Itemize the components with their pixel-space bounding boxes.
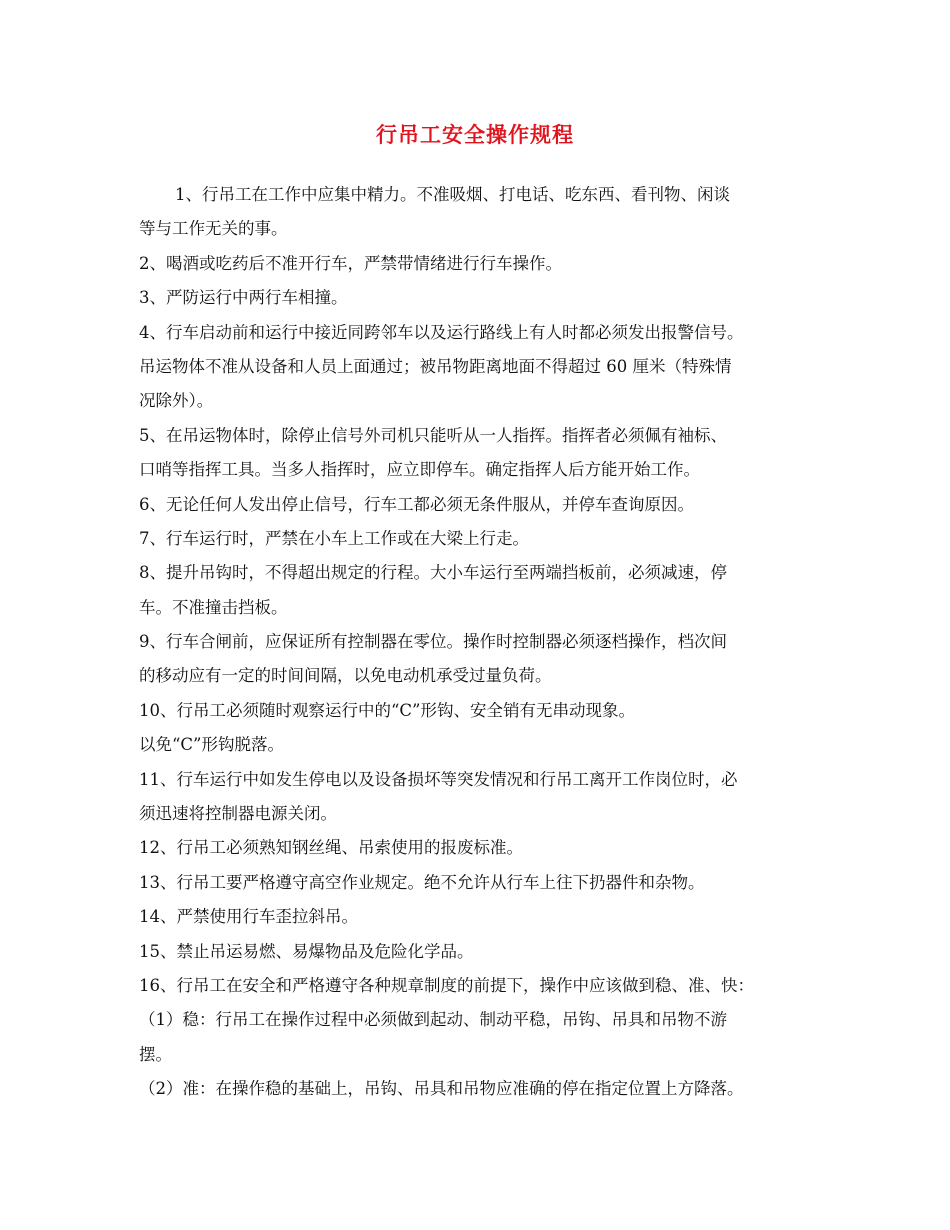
text-line: 1、行吊工在工作中应集中精力。不准吸烟、打电话、吃东西、看刊物、闲谈: [175, 185, 730, 204]
text-line: 摆。: [139, 1044, 172, 1064]
text-line: 的移动应有一定的时间间隔，以免电动机承受过量负荷。: [139, 666, 552, 686]
text-line: 况除外）。: [139, 391, 214, 411]
text-line: 3、严防运行中两行车相撞。: [139, 288, 348, 308]
text-line: 以免“C”形钩脱落。: [139, 735, 284, 755]
text-line: （1）稳：行吊工在操作过程中必须做到起动、制动平稳，吊钩、吊具和吊物不游: [139, 1010, 727, 1030]
text-line: 12、行吊工必须熟知钢丝绳、吊索使用的报废标准。: [139, 838, 523, 858]
text-line: （2）准：在操作稳的基础上，吊钩、吊具和吊物应准确的停在指定位置上方降落。: [139, 1079, 744, 1099]
text-line: 10、行吊工必须随时观察运行中的“C”形钩、安全销有无串动现象。: [139, 700, 635, 720]
text-line: 车。不准撞击挡板。: [139, 597, 288, 617]
text-line: 14、严禁使用行车歪拉斜吊。: [139, 907, 358, 927]
text-line: 须迅速将控制器电源关闭。: [139, 804, 337, 824]
text-line: 等与工作无关的事。: [139, 219, 288, 239]
text-line: 口哨等指挥工具。当多人指挥时，应立即停车。确定指挥人后方能开始工作。: [139, 460, 700, 480]
document-title: 行吊工安全操作规程: [376, 122, 574, 147]
document-body: [139, 178, 829, 1107]
text-line: 5、在吊运物体时，除停止信号外司机只能听从一人指挥。指挥者必须佩有袖标、: [139, 425, 727, 445]
text-line: 7、行车运行时，严禁在小车上工作或在大梁上行走。: [139, 528, 529, 548]
text-line: 8、提升吊钩时，不得超出规定的行程。大小车运行至两端挡板前，必须减速，停: [139, 563, 727, 583]
text-line: 13、行吊工要严格遵守高空作业规定。绝不允许从行车上往下扔器件和杂物。: [139, 872, 705, 892]
text-line: 11、行车运行中如发生停电以及设备损坏等突发情况和行吊工离开工作岗位时，必: [139, 769, 738, 789]
text-line: 2、喝酒或吃药后不准开行车，严禁带情绪进行行车操作。: [139, 253, 562, 273]
text-line: 6、无论任何人发出停止信号，行车工都必须无条件服从，并停车查询原因。: [139, 494, 694, 514]
text-line: 16、行吊工在安全和严格遵守各种规章制度的前提下，操作中应该做到稳、准、快：: [139, 975, 754, 995]
text-line: 吊运物体不准从设备和人员上面通过；被吊物距离地面不得超过 60 厘米（特殊情: [139, 356, 732, 376]
text-line: 9、行车合闸前，应保证所有控制器在零位。操作时控制器必须逐档操作，档次间: [139, 632, 727, 652]
text-line: 4、行车启动前和运行中接近同跨邻车以及运行路线上有人时都必须发出报警信号。: [139, 322, 744, 342]
text-line: 15、禁止吊运易燃、易爆物品及危险化学品。: [139, 941, 474, 961]
